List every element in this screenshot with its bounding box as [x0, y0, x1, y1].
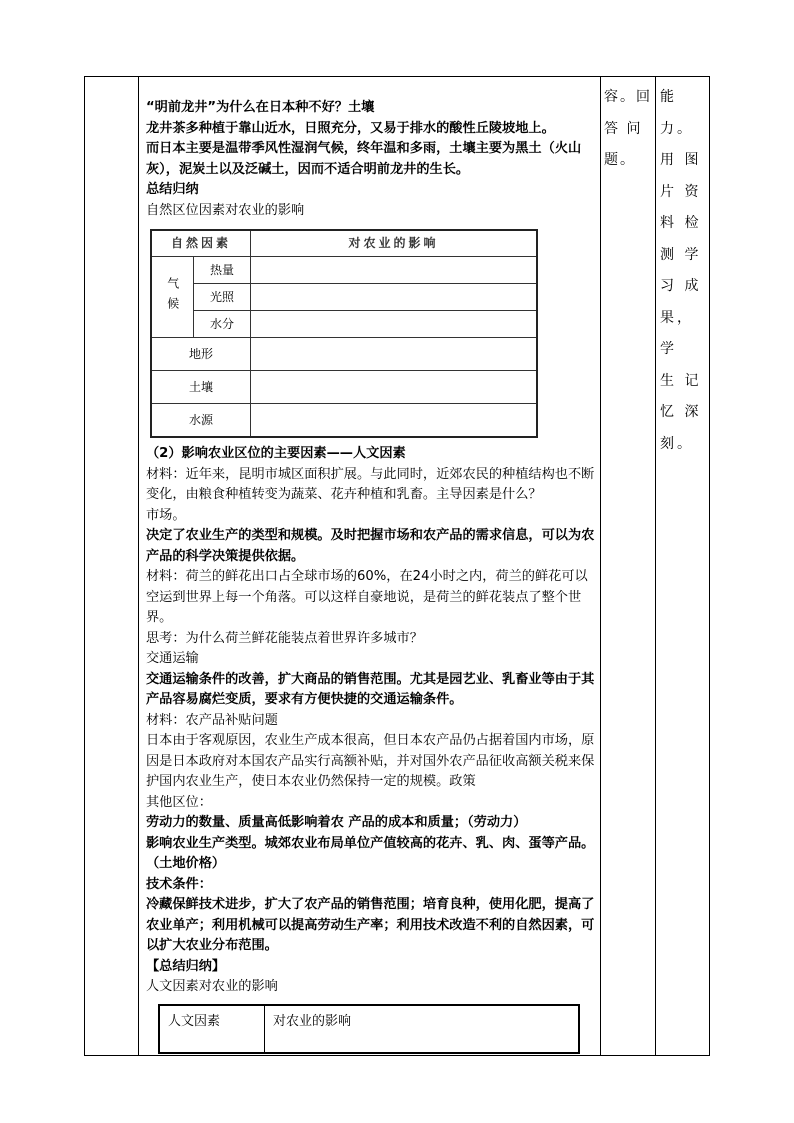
row-soil: 土壤 — [151, 371, 251, 404]
column-divider-1 — [138, 76, 139, 1056]
transport-role: 交通运输条件的改善，扩大商品的销售范围。尤其是园艺业、乳畜业等由于其产品容易腐烂变质，要求有方便快捷的交通运输条件。 — [146, 671, 595, 707]
col4-line: 果，学 — [660, 309, 694, 357]
col4-line: 用 图 — [660, 152, 702, 168]
col4-line: 生 记 — [660, 372, 702, 389]
japan-climate: 而日本主要是温带季风性湿润气候，终年温和多雨，土壤主要为黑土（火山灰），泥炭土以及泛碱土，因而不适合明前龙井的生长。 — [146, 141, 582, 177]
question-netherlands: 思考：为什么荷兰鲜花能装点着世界许多城市？ — [146, 630, 423, 646]
col4-line: 刻。 — [660, 435, 694, 452]
material-kunming: 材料：近年来，昆明市城区面积扩展。与此同时，近郊农民的种植结构也不断变化，由粮食种植转变为蔬菜、花卉种植和乳畜。主导因素是什么？ — [146, 466, 595, 502]
other-factors-heading: 其他区位： — [146, 794, 212, 810]
human-factors-caption: 人文因素对农业的影响 — [146, 979, 278, 994]
column-activity-notes — [604, 82, 654, 177]
header-human-factor: 人文因素 — [159, 1005, 265, 1053]
col4-line: 忆 深 — [660, 404, 702, 420]
header-human-impact: 对农业的影响 — [265, 1005, 580, 1053]
row-light: 光照 — [194, 284, 251, 311]
header-natural-factor: 自然因素 — [151, 230, 251, 257]
japan-subsidy: 日本由于客观原因，农业生产成本很高，但日本农产品仍占据着国内市场，原因是日本政府对本国农产品实行高额补贴，并对国外农产品征收高额关税来保护国内农业生产，使日本农业仍然保持一定的规模。政策 — [146, 733, 595, 789]
column-divider-3 — [655, 76, 656, 1056]
cell-soil-impact — [251, 371, 538, 404]
natural-factors-table — [150, 229, 538, 438]
material-netherlands: 材料：荷兰的鲜花出口占全球市场的60%，在24小时之内，荷兰的鲜花可以空运到世界上每一个角落。可以这样自豪地说，是荷兰的鲜花装点了整个世界。 — [146, 569, 588, 625]
market-role: 决定了农业生产的类型和规模。及时把握市场和农产品的需求信息，可以为农产品的科学决策提供依据。 — [146, 528, 595, 564]
column-design-intent — [660, 82, 706, 460]
summary-heading: 总结归纳 — [146, 182, 199, 197]
answer-transport: 交通运输 — [146, 651, 199, 666]
col4-line: 料 检 — [660, 215, 702, 231]
labor-factor: 劳动力的数量、质量高低影响着农 产品的成本和质量；（劳动力） — [146, 815, 527, 830]
row-water: 水分 — [194, 311, 251, 338]
question-longjing: “明前龙井”为什么在日本种不好？土壤 — [146, 100, 375, 115]
material-subsidy: 材料：农产品补贴问题 — [146, 712, 278, 728]
row-source: 水源 — [151, 404, 251, 438]
answer-market: 市场。 — [146, 507, 186, 523]
cell-heat-impact — [251, 257, 538, 284]
cell-light-impact — [251, 284, 538, 311]
section-human-factors: （2）影响农业区位的主要因素——人文因素 — [146, 446, 406, 461]
technology-heading: 技术条件： — [146, 876, 212, 892]
technology-role: 冷藏保鲜技术进步，扩大了农产品的销售范围；培育良种，使用化肥，提高了农业单产；利用机械可以提高劳动生产率；利用技术改造不利的自然因素，可以扩大农业分布范围。 — [146, 897, 595, 953]
col3-line: 答 问 — [604, 120, 643, 137]
column-divider-2 — [600, 76, 601, 1056]
main-content — [146, 98, 598, 1054]
col3-line: 容。回 — [604, 89, 652, 105]
row-heat: 热量 — [194, 257, 251, 284]
cell-source-impact — [251, 404, 538, 438]
col4-line: 片 资 — [660, 183, 702, 200]
row-climate: 气候 — [151, 257, 194, 338]
header-impact: 对农业的影响 — [251, 230, 538, 257]
col3-line: 题。 — [604, 152, 636, 168]
row-terrain: 地形 — [151, 338, 251, 371]
cell-terrain-impact — [251, 338, 538, 371]
land-price-factor: 影响农业生产类型。城郊农业布局单位产值较高的花卉、乳、肉、蛋等产品。（土地价格） — [146, 835, 595, 871]
natural-factors-caption: 自然区位因素对农业的影响 — [146, 202, 305, 218]
cell-water-impact — [251, 311, 538, 338]
col4-line: 测 学 — [660, 246, 702, 263]
col4-line: 能力。 — [660, 89, 694, 137]
summary-heading-2: 【总结归纳】 — [146, 958, 226, 974]
col4-line: 习 成 — [660, 278, 702, 294]
longjing-planting: 龙井茶多种植于靠山近水，日照充分，又易于排水的酸性丘陵坡地上。 — [146, 120, 555, 136]
human-factors-table — [158, 1004, 580, 1054]
